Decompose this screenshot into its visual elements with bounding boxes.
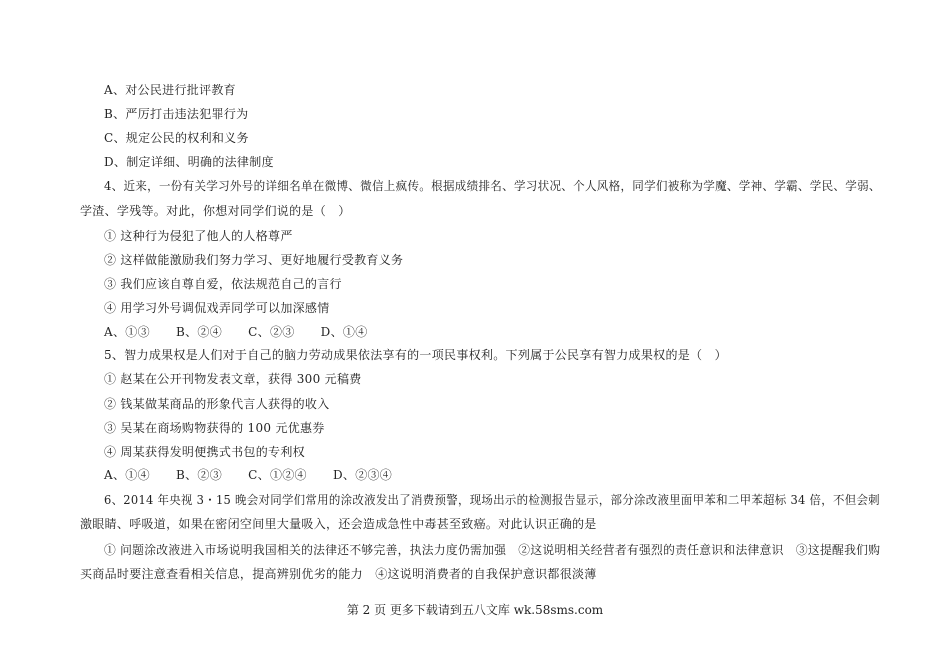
q6-options-line1: ① 问题涂改液进入市场说明我国相关的法律还不够完善，执法力度仍需加强 ②这说明相关经营者有强烈的责任意识和法律意识 ③这提醒我们购 — [104, 543, 881, 557]
q5-statement-2: ② 钱某做某商品的形象代言人获得的收入 — [104, 397, 330, 411]
q3-option-b: B、严厉打击违法犯罪行为 — [104, 107, 249, 121]
q6-stem-line1: 6、2014 年央视 3・15 晚会对同学们常用的涂改液发出了消费预警，现场出示的检测报告显示，部分涂改液里面甲苯和二甲苯超标 34 倍，不但会刺 — [104, 493, 880, 507]
q3-option-c: C、规定公民的权利和义务 — [104, 131, 249, 145]
q5-stem: 5、智力成果权是人们对于自己的脑力劳动成果依法享有的一项民事权利。下列属于公民享有智力成果权的是（ ） — [104, 348, 727, 362]
q4-choice-a: A、①③ — [104, 325, 150, 339]
q5-choice-d: D、②③④ — [332, 468, 393, 482]
q3-option-a: A、对公民进行批评教育 — [104, 83, 236, 97]
q5-statement-4: ④ 周某获得发明便携式书包的专利权 — [104, 445, 305, 459]
q5-choice-c: C、①②④ — [248, 468, 307, 482]
q4-choice-d: D、①④ — [320, 325, 368, 339]
q4-statement-4: ④ 用学习外号调侃戏弄同学可以加深感情 — [104, 301, 330, 315]
q4-statement-2: ② 这样做能激励我们努力学习、更好地履行受教育义务 — [104, 253, 404, 267]
q4-stem-line2: 学渣、学残等。对此，你想对同学们说的是（ ） — [80, 204, 351, 218]
q4-choices — [104, 324, 390, 340]
q5-statement-1: ① 赵某在公开刊物发表文章，获得 300 元稿费 — [104, 372, 362, 386]
q5-statement-3: ③ 吴某在商场购物获得的 100 元优惠券 — [104, 421, 325, 435]
q4-stem-line1: 4、近来，一份有关学习外号的详细名单在微博、微信上疯传。根据成绩排名、学习状况、个人风格，同学们被称为学魔、学神、学霸、学民、学弱、 — [104, 179, 881, 193]
q5-choice-a: A、①④ — [104, 468, 150, 482]
q4-statement-3: ③ 我们应该自尊自爱，依法规范自己的言行 — [104, 277, 342, 291]
q6-options-line2: 买商品时要注意查看相关信息，提高辨别优劣的能力 ④这说明消费者的自我保护意识都很淡薄 — [80, 567, 597, 581]
q4-choice-b: B、②④ — [176, 325, 223, 339]
q3-option-d: D、制定详细、明确的法律制度 — [104, 155, 274, 169]
q6-stem-line2: 激眼睛、呼吸道，如果在密闭空间里大量吸入，还会造成急性中毒甚至致癌。对此认识正确的是 — [80, 517, 597, 531]
q5-choice-b: B、②③ — [176, 468, 223, 482]
q4-statement-1: ① 这种行为侵犯了他人的人格尊严 — [104, 229, 293, 243]
page-footer: 第 2 页 更多下载请到五八文库 wk.58sms.com — [346, 603, 604, 617]
q4-choice-c: C、②③ — [248, 325, 295, 339]
q5-choices — [104, 467, 414, 483]
